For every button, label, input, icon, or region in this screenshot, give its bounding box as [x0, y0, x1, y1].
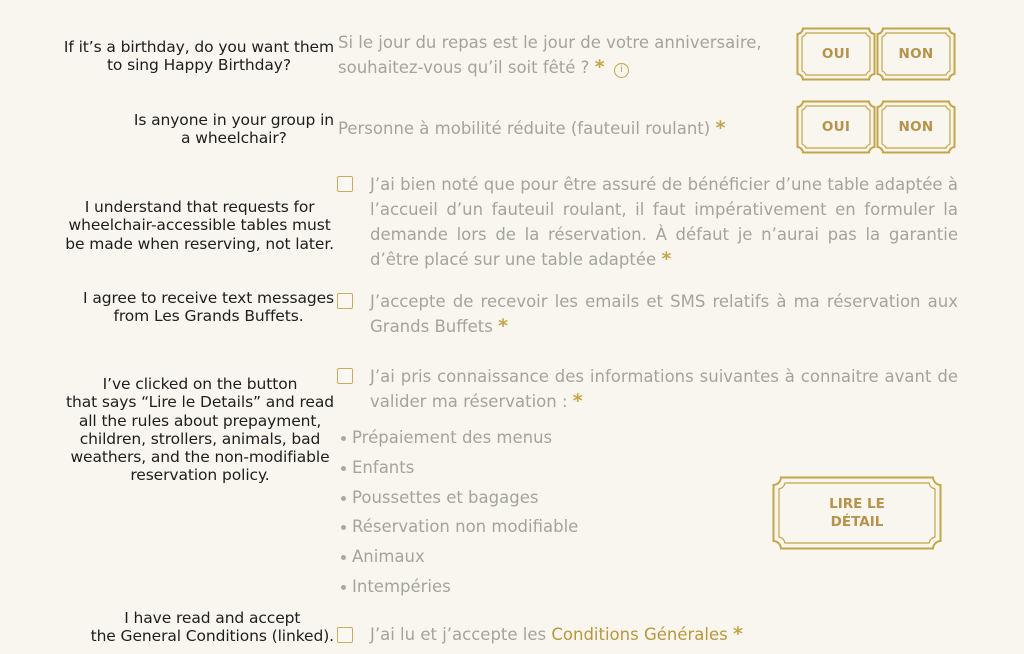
note-line: a wheelchair?: [181, 129, 287, 148]
note-line: that says “Lire le Details” and read: [66, 393, 334, 412]
note-line: I have read and accept: [124, 609, 301, 627]
sms-consent-checkbox[interactable]: [337, 293, 353, 309]
note-line: I’ve clicked on the button: [102, 375, 298, 393]
list-item: [341, 488, 538, 508]
birthday-oui-button[interactable]: [796, 27, 876, 81]
accessible-table-label: J’ai bien noté que pour être assuré de bénéficier d’une table adaptée à l’accueil d’un fauteuil roulant, il faut impérativement en formuler la demande lors de la réservation. À défaut je n’aurai pas la garantie d’être placé sur une table adaptée: [370, 175, 958, 269]
bullet-dot: [341, 525, 346, 530]
note-line: reservation policy.: [130, 466, 270, 485]
bullet-dot: [341, 555, 346, 560]
info-ack-text: [370, 364, 958, 414]
note-understand: [65, 198, 334, 253]
sms-consent-text: [370, 289, 958, 339]
note-line: weathers, and the non-modifiable: [70, 448, 330, 467]
conditions-link[interactable]: Conditions Générales: [551, 625, 728, 644]
birthday-question: [338, 30, 778, 80]
list-item-label: Enfants: [352, 458, 415, 477]
required-mark: *: [715, 117, 726, 139]
read-detail-label: LIRE LE DÉTAIL: [829, 496, 885, 530]
note-details: [66, 375, 334, 485]
list-item-label: Réservation non modifiable: [352, 517, 579, 536]
list-item: [341, 577, 451, 597]
bullet-dot: [341, 585, 346, 590]
list-item-label: Poussettes et bagages: [352, 488, 539, 507]
note-line: be made when reserving, not later.: [65, 234, 334, 253]
read-detail-button[interactable]: [772, 476, 942, 550]
info-ack-checkbox[interactable]: [337, 368, 353, 384]
oui-label: OUI: [821, 46, 851, 62]
note-sms: [83, 289, 334, 326]
conditions-prefix: J’ai lu et j’accepte les: [370, 625, 547, 644]
conditions-checkbox[interactable]: [337, 627, 353, 643]
list-item: [341, 517, 578, 537]
note-wheelchair: [134, 111, 334, 148]
birthday-question-line1: Si le jour du repas est le jour de votre anniversaire,: [338, 33, 762, 52]
note-line: from Les Grands Buffets.: [113, 307, 304, 326]
note-line: all the rules about prepayment,: [78, 411, 322, 430]
note-line: to sing Happy Birthday?: [106, 56, 291, 75]
bullet-dot: [341, 496, 346, 501]
wheelchair-non-button[interactable]: [876, 100, 956, 154]
note-line: wheelchair-accessible tables must: [68, 216, 331, 235]
wheelchair-question: [338, 116, 778, 141]
note-line: If it’s a birthday, do you want them: [63, 38, 334, 56]
birthday-choice: [796, 27, 956, 81]
list-item-label: Animaux: [352, 547, 425, 566]
sms-consent-label: J’accepte de recevoir les emails et SMS relatifs à ma réservation aux Grands Buffets: [370, 292, 958, 336]
info-icon[interactable]: i: [614, 63, 629, 78]
required-mark: *: [661, 248, 672, 270]
conditions-text: [370, 622, 870, 647]
bullet-dot: [341, 436, 346, 441]
info-ack-label: J’ai pris connaissance des informations suivantes à connaitre avant de valider ma réservation :: [370, 367, 958, 411]
note-line: the General Conditions (linked).: [90, 627, 334, 646]
list-item: [341, 428, 552, 448]
wheelchair-question-text: Personne à mobilité réduite (fauteuil roulant): [338, 119, 711, 138]
accessible-table-checkbox[interactable]: [337, 176, 353, 192]
non-label: NON: [898, 119, 934, 135]
birthday-question-line2: [338, 55, 778, 80]
note-birthday: [64, 38, 334, 75]
required-mark: *: [594, 56, 605, 78]
oui-label: OUI: [821, 119, 851, 135]
note-line: Is anyone in your group in: [133, 111, 334, 129]
required-mark: *: [498, 315, 509, 337]
required-mark: *: [732, 623, 743, 645]
list-item: [341, 458, 414, 478]
list-item-label: Prépaiement des menus: [352, 428, 553, 447]
note-line: children, strollers, animals, bad: [79, 429, 321, 448]
bullet-dot: [341, 466, 346, 471]
required-mark: *: [572, 390, 583, 412]
note-line: I agree to receive text messages: [83, 289, 334, 307]
wheelchair-oui-button[interactable]: [796, 100, 876, 154]
note-line: I understand that requests for: [84, 198, 315, 216]
list-item-label: Intempéries: [352, 577, 451, 596]
birthday-question-text: souhaitez-vous qu’il soit fêté ?: [338, 58, 590, 77]
wheelchair-choice: [796, 100, 956, 154]
list-item: [341, 547, 425, 567]
non-label: NON: [898, 46, 934, 62]
note-conditions: [91, 609, 334, 646]
birthday-non-button[interactable]: [876, 27, 956, 81]
accessible-table-text: [370, 172, 958, 272]
